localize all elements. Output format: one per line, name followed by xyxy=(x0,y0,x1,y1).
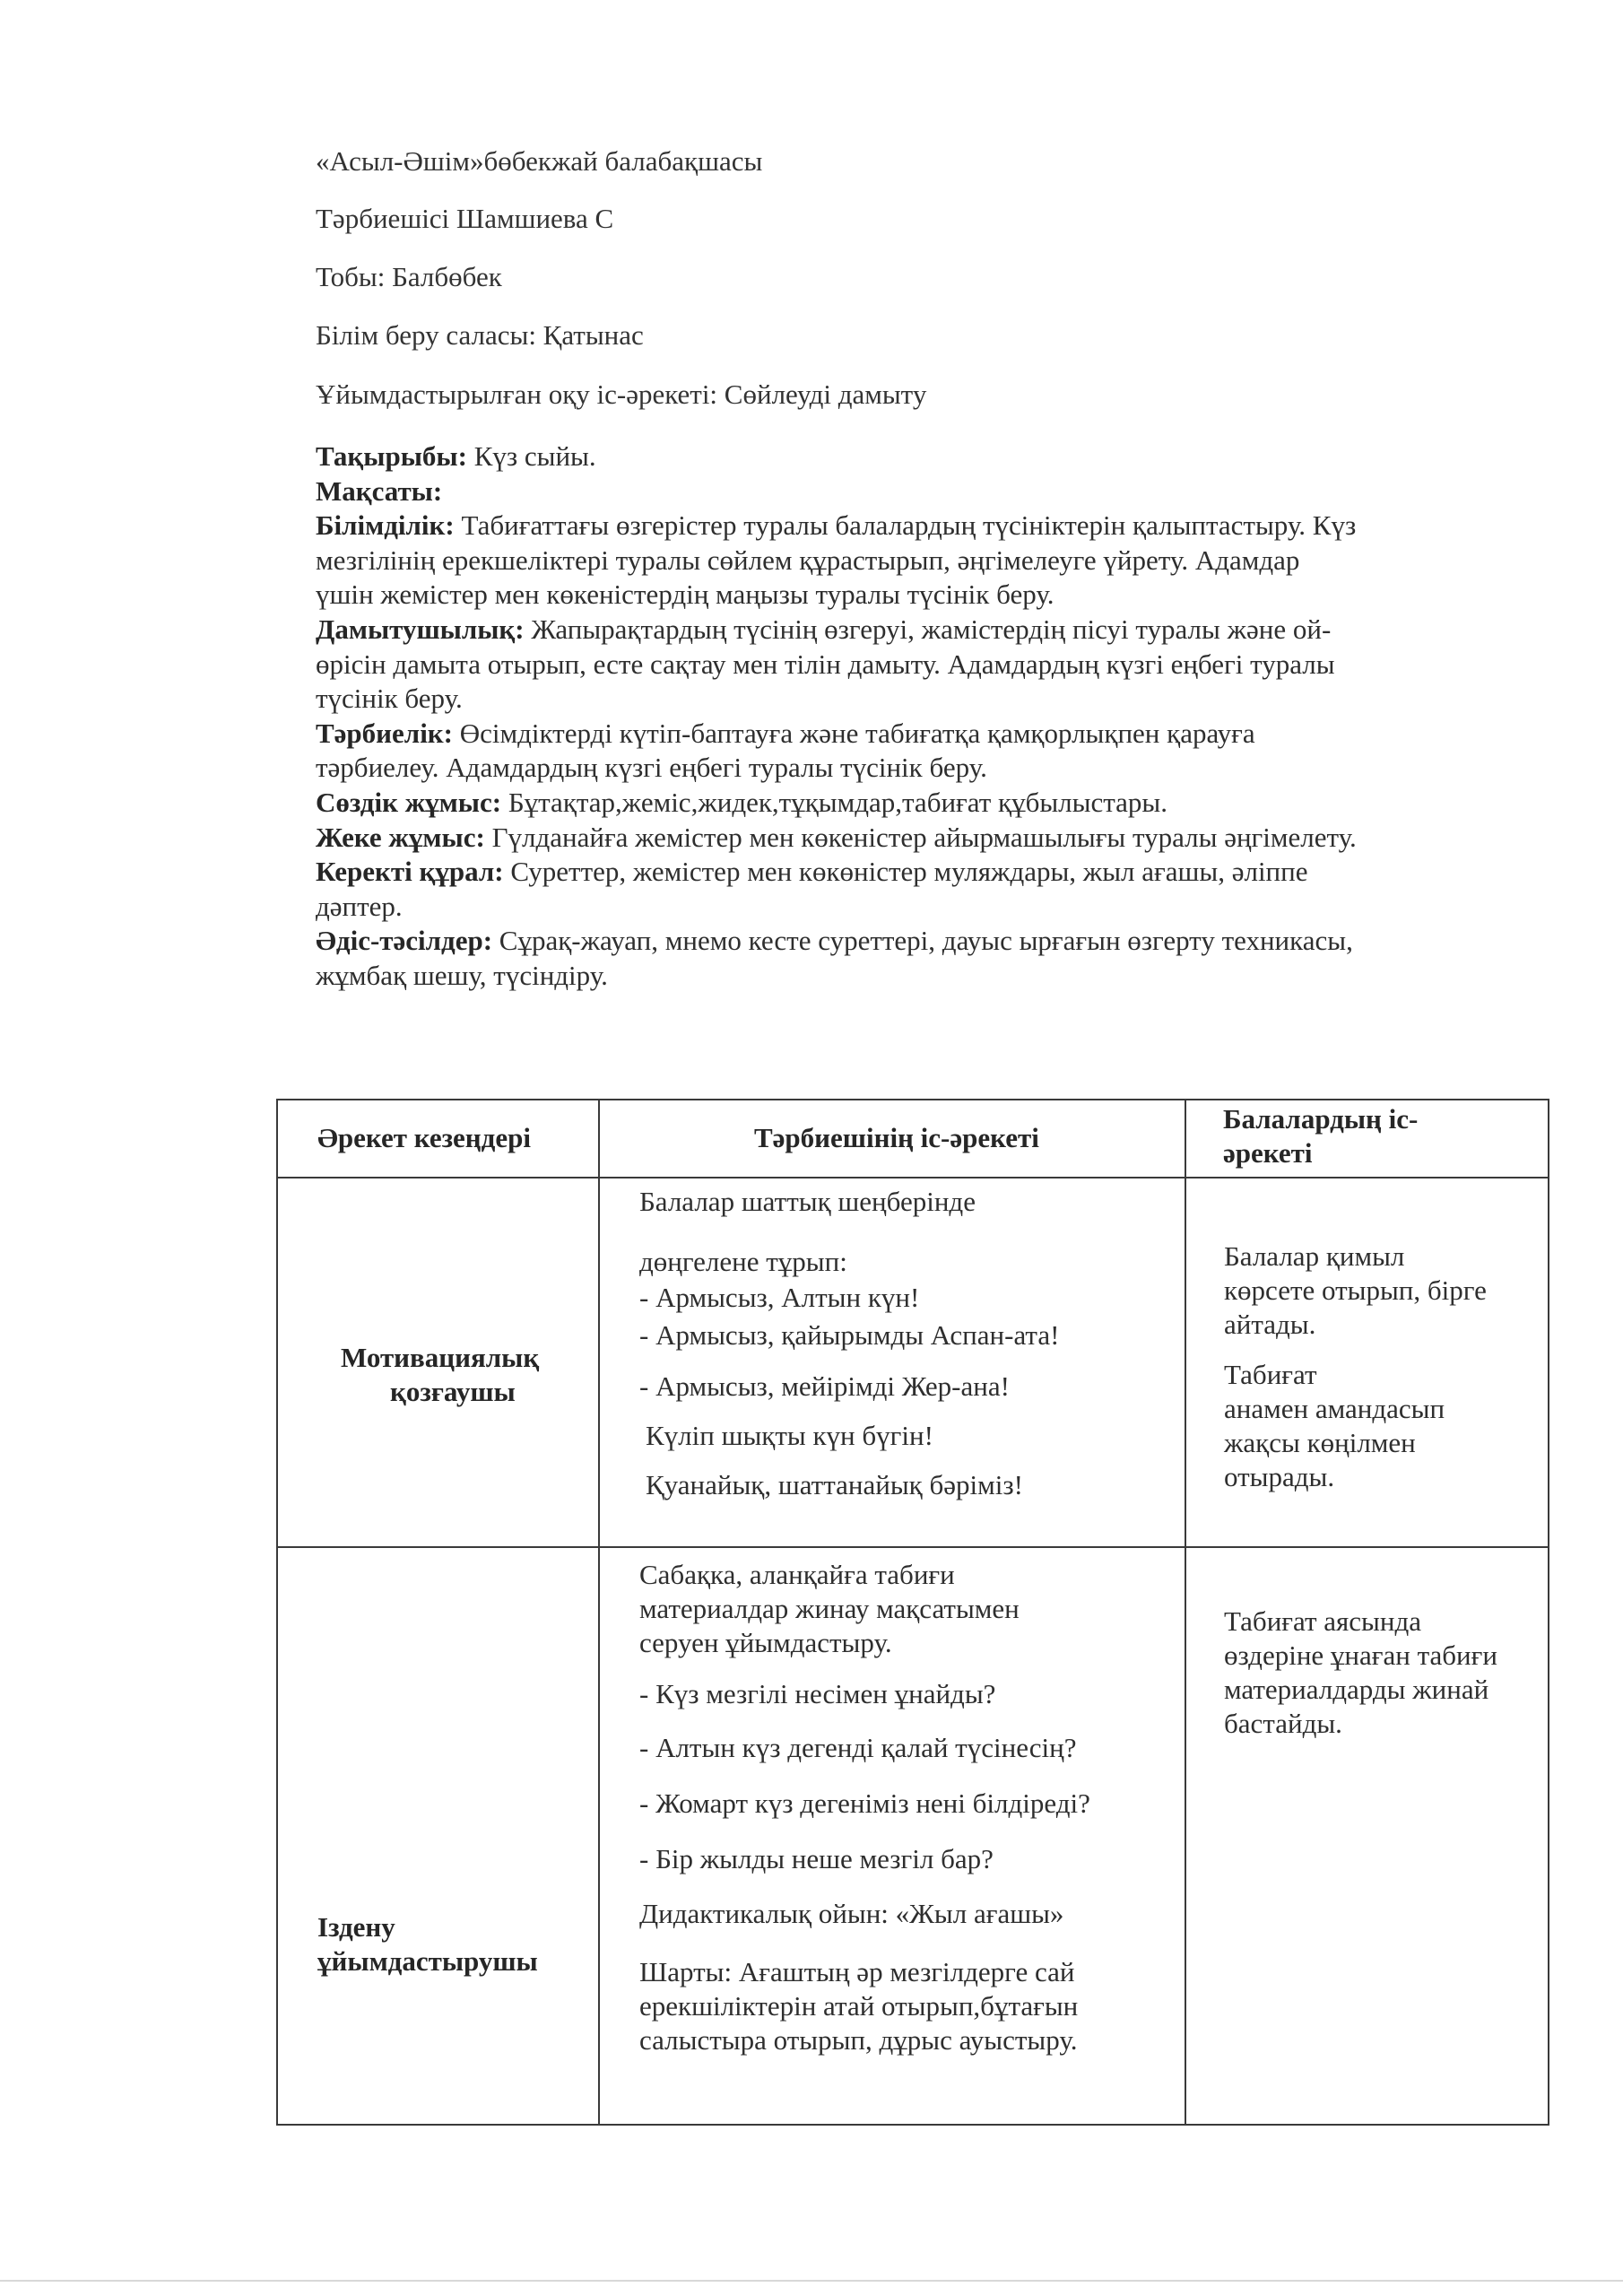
children-activity-line: отырады. xyxy=(1224,1461,1335,1492)
teacher-activity-line: Қуанайық, шаттанайық бәріміз! xyxy=(646,1469,1023,1500)
stage-name-line-2: қозғаушы xyxy=(390,1376,516,1407)
materials-line-2: дәптер. xyxy=(316,890,403,922)
children-activity-line: анамен амандасып xyxy=(1224,1393,1445,1424)
stage-name-line-1: Мотивациялық xyxy=(341,1342,540,1373)
materials-line-1 xyxy=(316,855,1553,890)
teacher-name: Тәрбиешісі Шамшиева С xyxy=(316,203,614,234)
column-divider-1 xyxy=(598,1099,600,2126)
topic-label: Тақырыбы: xyxy=(316,440,467,472)
methods-line-1 xyxy=(316,924,1553,959)
teacher-activity-line: ерекшіліктерін атай отырып,бұтағын xyxy=(639,1990,1079,2022)
educational-line-3: үшін жемістер мен көкеністердің маңызы туралы түсінік беру. xyxy=(316,578,1055,611)
children-activity-line: өздеріне ұнаған табиғи xyxy=(1224,1639,1497,1671)
table-border-left xyxy=(276,1099,278,2126)
methods-text: Сұрақ-жауап, мнемо кесте суреттері, дауыс ырғағын өзгерту техникасы, xyxy=(492,925,1353,957)
vocabulary-text: Бұтақтар,жеміс,жидек,тұқымдар,табиғат құбылыстары. xyxy=(501,786,1168,818)
educational-line-2: мезгілінің ерекшеліктері туралы сөйлем құрастырып, әңгімелеуге үйрету. Адамдар xyxy=(316,544,1300,576)
children-activity-line: Табиғат xyxy=(1224,1359,1317,1390)
individual-work-label: Жеке жұмыс: xyxy=(316,821,485,853)
stage-name-line-1: Іздену xyxy=(317,1911,395,1943)
goals-label: Мақсаты: xyxy=(316,474,443,507)
table-border-bottom xyxy=(276,2124,1549,2126)
children-activity-line: бастайды. xyxy=(1224,1708,1342,1739)
kindergarten-name: «Асыл-Әшім»бөбекжай балабақшасы xyxy=(316,145,763,177)
lesson-plan-body xyxy=(316,439,1553,994)
teacher-activity-line: - Армысыз, Алтын күн! xyxy=(639,1282,920,1313)
teacher-activity-line: материалдар жинау мақсатымен xyxy=(639,1593,1020,1624)
materials-label: Керекті құрал: xyxy=(316,856,504,888)
educational-label: Білімділік: xyxy=(316,509,455,542)
upbringing-line-1 xyxy=(316,717,1553,752)
materials-text: Суреттер, жемістер мен көкөністер муляждары, жыл ағашы, әліппе xyxy=(503,856,1308,888)
activity-stages-table xyxy=(276,1099,1549,2126)
upbringing-text: Өсімдіктерді күтіп-баптауға және табиғатқа қамқорлықпен қарауға xyxy=(453,717,1255,749)
individual-work-line xyxy=(316,821,1553,856)
teacher-activity-line: - Жомарт күз дегеніміз нені білдіреді? xyxy=(639,1787,1090,1819)
teacher-activity-line: - Алтын күз дегенді қалай түсінесің? xyxy=(639,1732,1077,1763)
children-activity-line: айтады. xyxy=(1224,1309,1316,1340)
children-activity-line: көрсете отырып, бірге xyxy=(1224,1274,1487,1306)
column-header-teacher: Тәрбиешінің іс-әрекеті xyxy=(754,1122,1039,1153)
teacher-activity-line: дөңгелене тұрып: xyxy=(639,1246,847,1277)
row-divider xyxy=(276,1546,1549,1548)
table-border-right xyxy=(1548,1099,1549,2126)
column-divider-2 xyxy=(1185,1099,1186,2126)
educational-line-1 xyxy=(316,509,1553,544)
developmental-label: Дамытушылық: xyxy=(316,613,525,645)
stage-name-line-2: ұйымдастырушы xyxy=(317,1945,538,1977)
education-field: Білім беру саласы: Қатынас xyxy=(316,319,644,351)
developmental-text: Жапырақтардың түсінің өзгеруі, жамістердің пісуі туралы және ой- xyxy=(524,613,1332,645)
table-border-top xyxy=(276,1099,1549,1100)
developmental-line-1 xyxy=(316,613,1553,648)
upbringing-label: Тәрбиелік: xyxy=(316,717,453,749)
children-activity-line: Балалар қимыл xyxy=(1224,1240,1405,1272)
teacher-activity-line: салыстыра отырып, дұрыс ауыстыру. xyxy=(639,2024,1078,2056)
header-row-divider xyxy=(276,1177,1549,1178)
teacher-activity-line: - Күз мезгілі несімен ұнайды? xyxy=(639,1678,996,1709)
topic-line xyxy=(316,439,1553,474)
teacher-activity-line: Сабақка, аланқайға табиғи xyxy=(639,1559,955,1590)
teacher-activity-line: - Армысыз, мейірімді Жер-ана! xyxy=(639,1370,1010,1402)
children-activity-line: материалдарды жинай xyxy=(1224,1674,1489,1705)
teacher-activity-line: серуен ұйымдастыру. xyxy=(639,1627,892,1658)
teacher-activity-line: - Армысыз, қайырымды Аспан-ата! xyxy=(639,1319,1060,1351)
scan-edge-line xyxy=(0,2280,1623,2282)
individual-work-text: Гүлданайға жемістер мен көкеністер айырмашылығы туралы әңгімелету. xyxy=(484,821,1357,853)
methods-line-2: жұмбақ шешу, түсіндіру. xyxy=(316,959,608,991)
teacher-activity-line: - Бір жылды неше мезгіл бар? xyxy=(639,1843,994,1874)
teacher-activity-line: Дидактикалық ойын: «Жыл ағашы» xyxy=(639,1898,1064,1929)
teacher-activity-line: Шарты: Ағаштың әр мезгілдерге сай xyxy=(639,1956,1075,1987)
teacher-activity-line: Күліп шықты күн бүгін! xyxy=(646,1420,933,1451)
teacher-activity-line: Балалар шаттық шеңберінде xyxy=(639,1186,976,1217)
column-header-stages: Әрекет кезеңдері xyxy=(317,1122,531,1153)
children-activity-line: Табиғат аясында xyxy=(1224,1605,1421,1637)
upbringing-line-2: тәрбиелеу. Адамдардың күзгі еңбегі туралы түсінік беру. xyxy=(316,752,987,784)
group-name: Тобы: Балбөбек xyxy=(316,261,502,292)
developmental-line-3: түсінік беру. xyxy=(316,683,463,715)
methods-label: Әдіс-тәсілдер: xyxy=(316,925,493,957)
goals-heading xyxy=(316,474,1553,509)
developmental-line-2: өрісін дамыта отырып, есте сақтау мен тілін дамыту. Адамдардың күзгі еңбегі туралы xyxy=(316,648,1335,680)
vocabulary-label: Сөздік жұмыс: xyxy=(316,786,502,818)
vocabulary-line xyxy=(316,786,1553,821)
educational-text: Табиғаттағы өзгерістер туралы балалардың түсініктерін қалыптастыру. Күз xyxy=(454,509,1357,542)
column-header-children-1: Балалардың іс- xyxy=(1223,1103,1419,1135)
topic-value: Күз сыйы. xyxy=(466,440,596,472)
organized-activity: Ұйымдастырылған оқу іс-әрекеті: Сөйлеуді дамыту xyxy=(316,378,927,410)
children-activity-line: жақсы көңілмен xyxy=(1224,1427,1416,1458)
column-header-children-2: әрекеті xyxy=(1223,1137,1313,1169)
